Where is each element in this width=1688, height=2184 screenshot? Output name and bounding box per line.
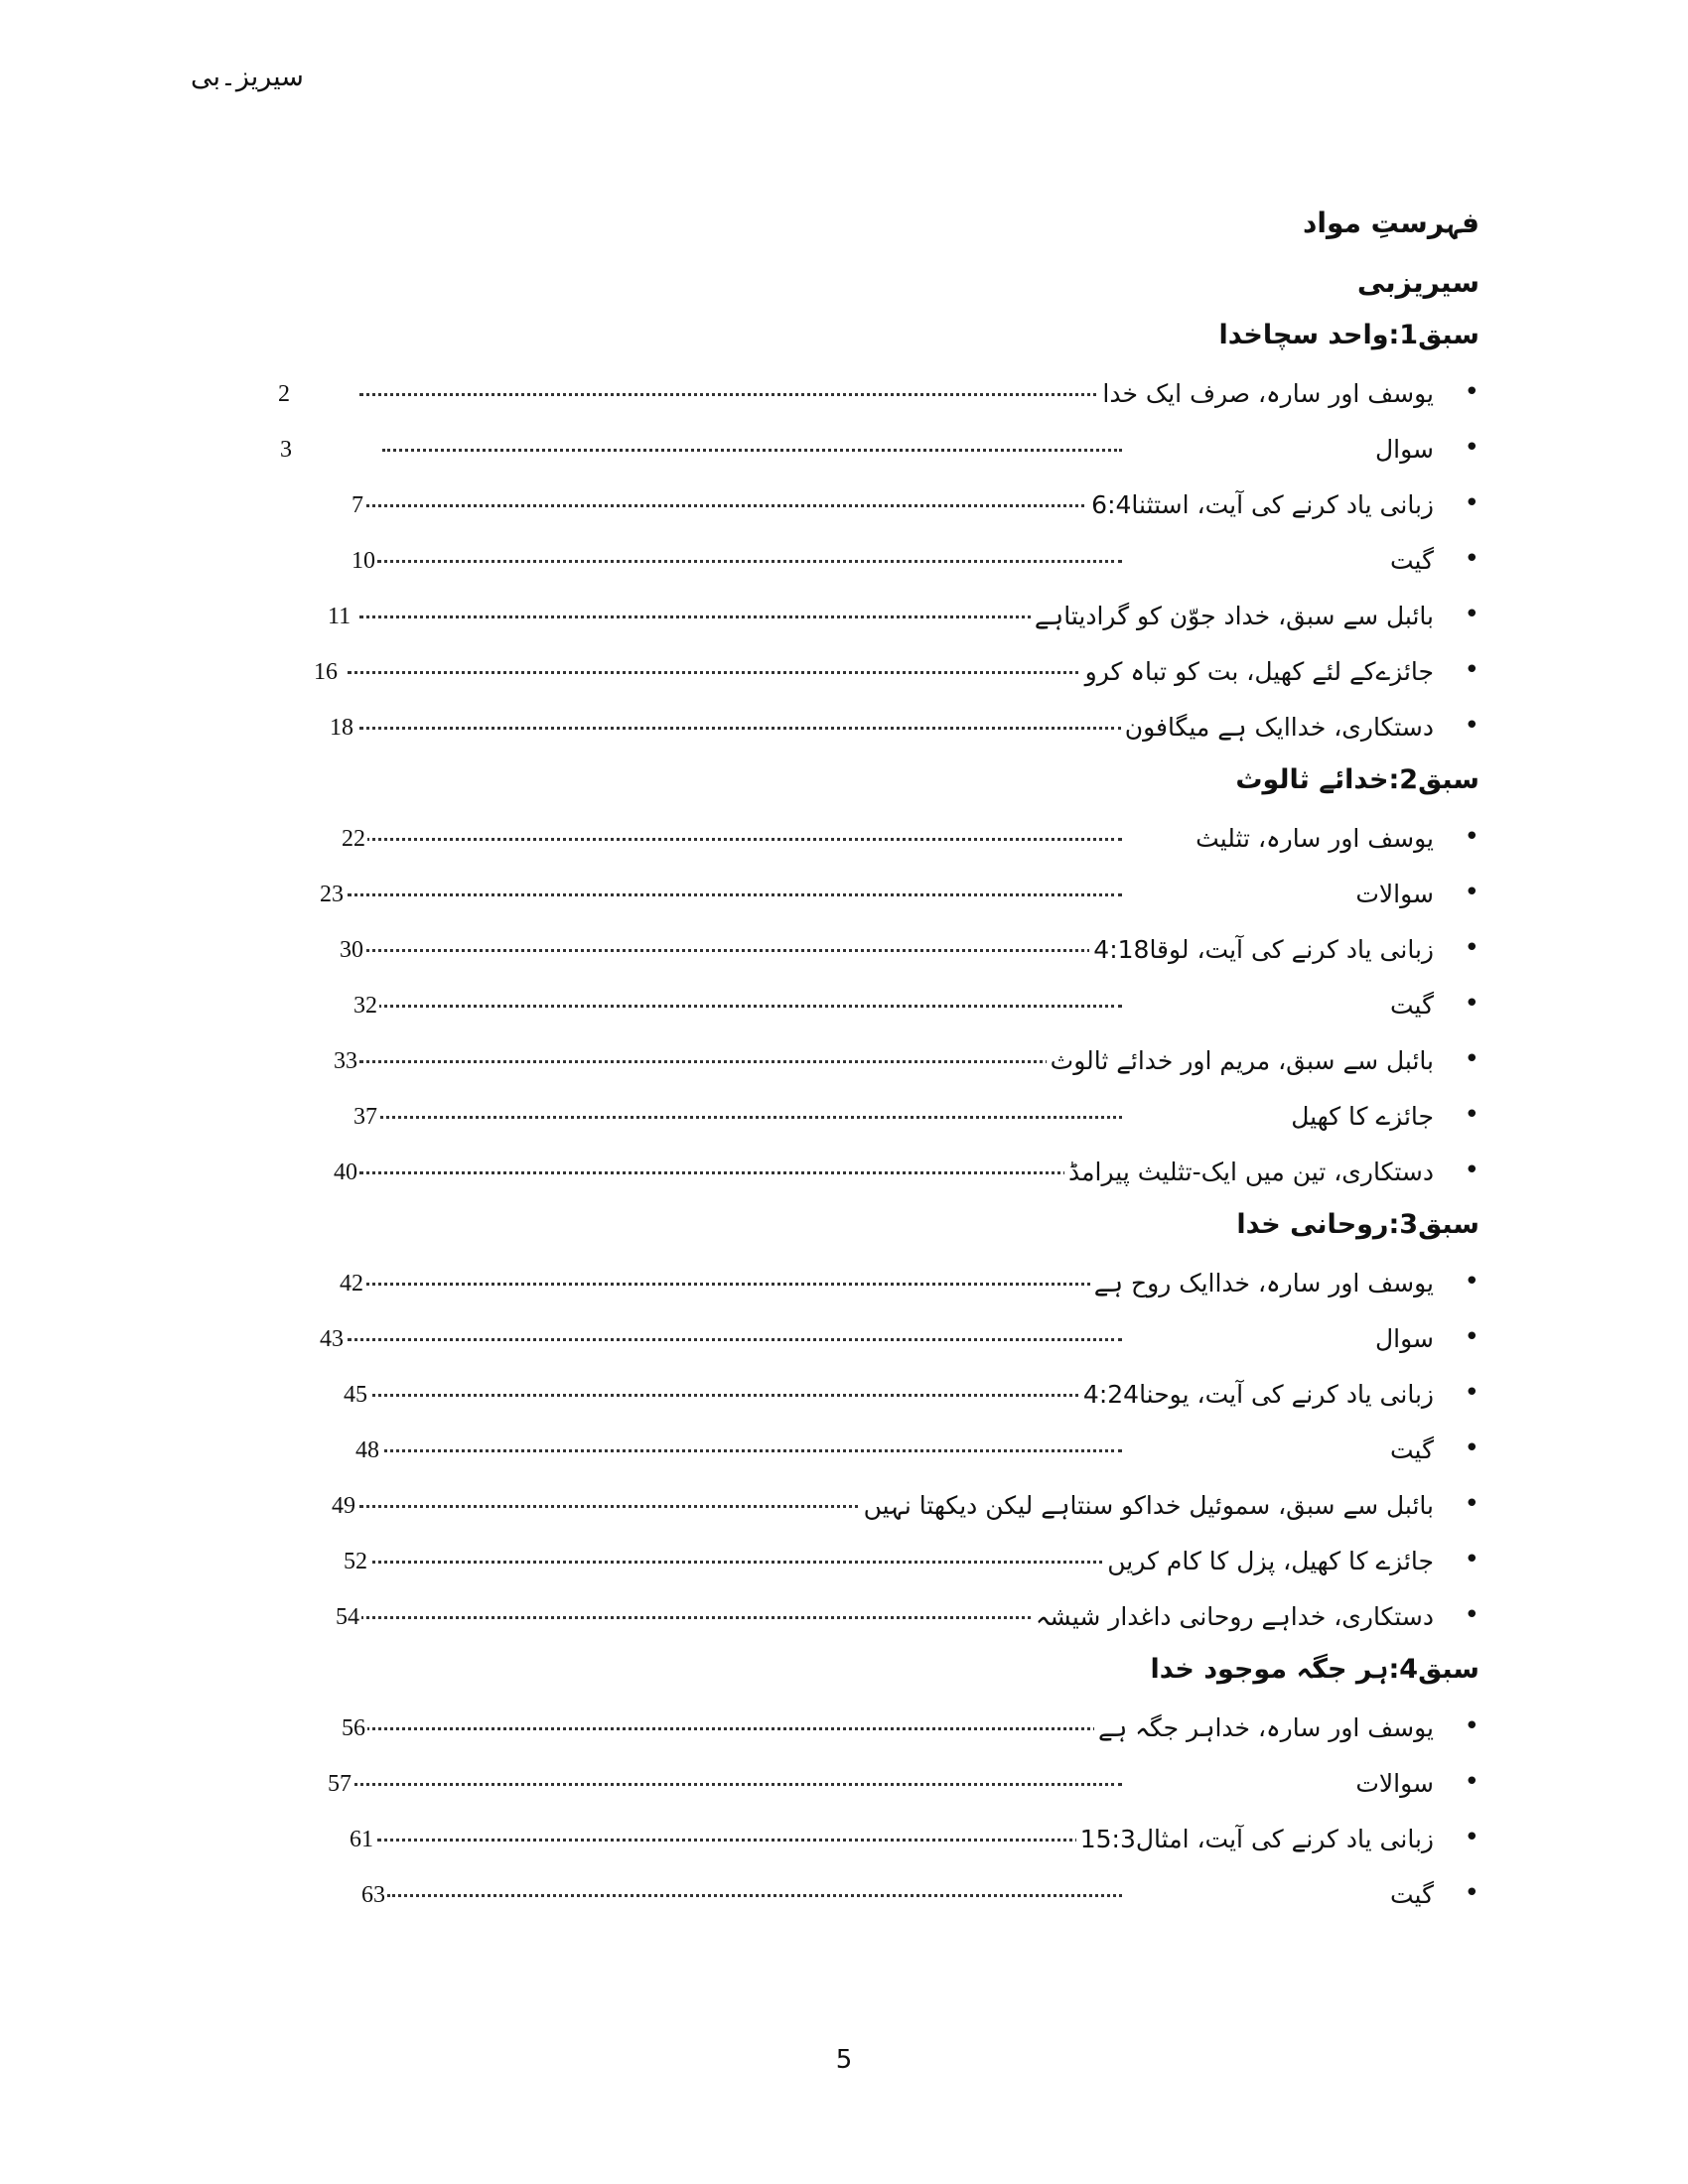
entry-title: یوسف اور سارہ، صرف ایک خدا	[1098, 379, 1434, 408]
toc-entry[interactable]	[248, 1602, 1479, 1636]
entry-page-number: 18	[330, 715, 353, 741]
entry-page-number: 16	[314, 659, 338, 685]
dot-leader	[359, 727, 1122, 730]
toc-entry[interactable]	[248, 880, 1479, 913]
toc-entry[interactable]	[248, 490, 1479, 524]
entry-page-number: 43	[320, 1326, 344, 1352]
dot-leader	[377, 560, 1122, 563]
entry-page-number: 22	[342, 826, 365, 852]
toc-entry[interactable]	[248, 1880, 1479, 1914]
entry-page-number: 33	[334, 1048, 357, 1074]
toc-entry[interactable]	[248, 1769, 1479, 1803]
dot-leader	[359, 949, 1122, 952]
entry-title: گیت	[1386, 1435, 1434, 1464]
bullet-icon: •	[1464, 433, 1479, 463]
bullet-icon: •	[1464, 600, 1479, 629]
dot-leader	[359, 1394, 1122, 1397]
entry-title: جائزے کا کھیل	[1287, 1102, 1434, 1131]
entry-title: سوال	[1371, 435, 1434, 464]
toc-entry[interactable]	[248, 1380, 1479, 1414]
toc-entry[interactable]	[248, 935, 1479, 969]
toc-entry[interactable]	[248, 1324, 1479, 1358]
entry-title: سوالات	[1351, 880, 1434, 908]
entry-title: گیت	[1386, 991, 1434, 1020]
toc-entry[interactable]	[248, 546, 1479, 580]
dot-leader	[377, 1005, 1122, 1008]
entry-title: جائزےکے لئے کھیل، بت کو تباہ کرو	[1081, 657, 1434, 686]
entry-title: زبانی یاد کرنے کی آیت، استثنا6:4	[1087, 490, 1434, 519]
entry-page-number: 56	[342, 1715, 365, 1741]
toc-entry[interactable]	[248, 1158, 1479, 1191]
toc-entry[interactable]	[248, 435, 1479, 469]
entry-page-number: 52	[344, 1549, 367, 1574]
bullet-icon: •	[1464, 1267, 1479, 1297]
toc-entry[interactable]	[248, 1713, 1479, 1747]
bullet-icon: •	[1464, 989, 1479, 1019]
entry-page-number: 40	[334, 1160, 357, 1185]
toc-entry[interactable]	[248, 991, 1479, 1024]
dot-leader	[359, 1283, 1122, 1286]
dot-leader	[367, 1116, 1122, 1119]
toc-entry[interactable]	[248, 1102, 1479, 1136]
entry-page-number: 7	[352, 492, 363, 518]
entry-page-number: 3	[280, 437, 292, 463]
entry-title: زبانی یاد کرنے کی آیت، امثال15:3	[1076, 1825, 1434, 1853]
bullet-icon: •	[1464, 878, 1479, 907]
dot-leader	[359, 1616, 1122, 1619]
bullet-icon: •	[1464, 1600, 1479, 1630]
toc-entry[interactable]	[248, 1825, 1479, 1858]
entry-page-number: 57	[328, 1771, 352, 1797]
toc-entry[interactable]	[248, 657, 1479, 691]
toc-entry[interactable]	[248, 1491, 1479, 1525]
entry-page-number: 32	[353, 993, 377, 1019]
bullet-icon: •	[1464, 1433, 1479, 1463]
dot-leader	[348, 1338, 1122, 1341]
bullet-icon: •	[1464, 933, 1479, 963]
entry-title: بائبل سے سبق، سموئیل خداکو سنتاہے لیکن دیکھتا نہیں	[860, 1491, 1434, 1520]
bullet-icon: •	[1464, 1156, 1479, 1185]
dot-leader	[359, 504, 1122, 507]
dot-leader	[359, 1171, 1122, 1174]
bullet-icon: •	[1464, 377, 1479, 407]
lesson-4-title: سبق4:ہر جگہ موجود خدا	[1150, 1654, 1479, 1685]
bullet-icon: •	[1464, 1044, 1479, 1074]
toc-entry[interactable]	[248, 1046, 1479, 1080]
dot-leader	[359, 1727, 1122, 1730]
entry-title: یوسف اور سارہ، خداایک روح ہے	[1090, 1269, 1434, 1297]
entry-page-number: 48	[355, 1437, 379, 1463]
bullet-icon: •	[1464, 1378, 1479, 1408]
bullet-icon: •	[1464, 1878, 1479, 1908]
entry-title: زبانی یاد کرنے کی آیت، لوقا4:18	[1089, 935, 1434, 964]
toc-entry[interactable]	[248, 1269, 1479, 1302]
entry-title: گیت	[1386, 546, 1434, 575]
entry-page-number: 45	[344, 1382, 367, 1408]
bullet-icon: •	[1464, 1711, 1479, 1741]
entry-page-number: 42	[340, 1271, 363, 1297]
bullet-icon: •	[1464, 655, 1479, 685]
bullet-icon: •	[1464, 711, 1479, 741]
dot-leader	[382, 449, 1122, 452]
toc-entry[interactable]	[248, 824, 1479, 858]
entry-title: یوسف اور سارہ، خداہر جگہ ہے	[1094, 1713, 1434, 1742]
entry-title: بائبل سے سبق، مریم اور خدائے ثالوث	[1047, 1046, 1434, 1075]
dot-leader	[348, 671, 1122, 674]
bullet-icon: •	[1464, 1545, 1479, 1574]
entry-page-number: 11	[328, 604, 352, 629]
lesson-3-title: سبق3:روحانی خدا	[1236, 1209, 1479, 1240]
entry-page-number: 23	[320, 882, 344, 907]
toc-title: فہرستِ مواد	[1303, 206, 1479, 239]
entry-title: جائزے کا کھیل، پزل کا کام کریں	[1103, 1547, 1434, 1575]
entry-page-number: 2	[278, 381, 290, 407]
entry-title: سوالات	[1351, 1769, 1434, 1798]
dot-leader	[348, 893, 1122, 896]
entry-title: سوال	[1371, 1324, 1434, 1353]
toc-entry[interactable]	[248, 602, 1479, 635]
dot-leader	[348, 1783, 1122, 1786]
bullet-icon: •	[1464, 488, 1479, 518]
entry-title: دستکاری، خداہے روحانی داغدار شیشہ	[1032, 1602, 1434, 1631]
bullet-icon: •	[1464, 1322, 1479, 1352]
entry-title: دستکاری، تین میں ایک-تثلیث پیرامڈ	[1064, 1158, 1434, 1186]
entry-title: یوسف اور سارہ، تثلیث	[1192, 824, 1434, 853]
entry-page-number: 30	[340, 937, 363, 963]
lesson-1-title: سبق1:واحد سچاخدا	[1218, 320, 1479, 350]
dot-leader	[377, 1839, 1122, 1842]
entry-page-number: 49	[332, 1493, 355, 1519]
bullet-icon: •	[1464, 1823, 1479, 1852]
dot-leader	[359, 1561, 1122, 1564]
entry-page-number: 10	[352, 548, 375, 574]
dot-leader	[359, 393, 1122, 396]
toc-entry[interactable]	[248, 379, 1479, 413]
series-title: سیریزبی	[1356, 266, 1479, 299]
entry-page-number: 54	[336, 1604, 359, 1630]
bullet-icon: •	[1464, 1100, 1479, 1130]
page-number: 5	[835, 2045, 853, 2075]
dot-leader	[377, 1449, 1122, 1452]
entry-title: زبانی یاد کرنے کی آیت، یوحنا4:24	[1079, 1380, 1434, 1409]
dot-leader	[387, 1894, 1122, 1897]
entry-title: بائبل سے سبق، خداد جوّن کو گرادیتاہے	[1031, 602, 1434, 630]
bullet-icon: •	[1464, 1767, 1479, 1797]
entry-title: دستکاری، خداایک ہے میگافون	[1121, 713, 1434, 742]
dot-leader	[359, 838, 1122, 841]
toc-entry[interactable]	[248, 1435, 1479, 1469]
bullet-icon: •	[1464, 1489, 1479, 1519]
entry-page-number: 61	[350, 1827, 373, 1852]
toc-entry[interactable]	[248, 713, 1479, 747]
bullet-icon: •	[1464, 544, 1479, 574]
lesson-2-title: سبق2:خدائے ثالوث	[1235, 764, 1479, 795]
toc-entry[interactable]	[248, 1547, 1479, 1580]
dot-leader	[359, 1060, 1122, 1063]
entry-page-number: 63	[361, 1882, 385, 1908]
entry-title: گیت	[1386, 1880, 1434, 1909]
running-header: سیریز۔بی	[191, 62, 304, 92]
bullet-icon: •	[1464, 822, 1479, 852]
dot-leader	[359, 615, 1122, 618]
entry-page-number: 37	[353, 1104, 377, 1130]
